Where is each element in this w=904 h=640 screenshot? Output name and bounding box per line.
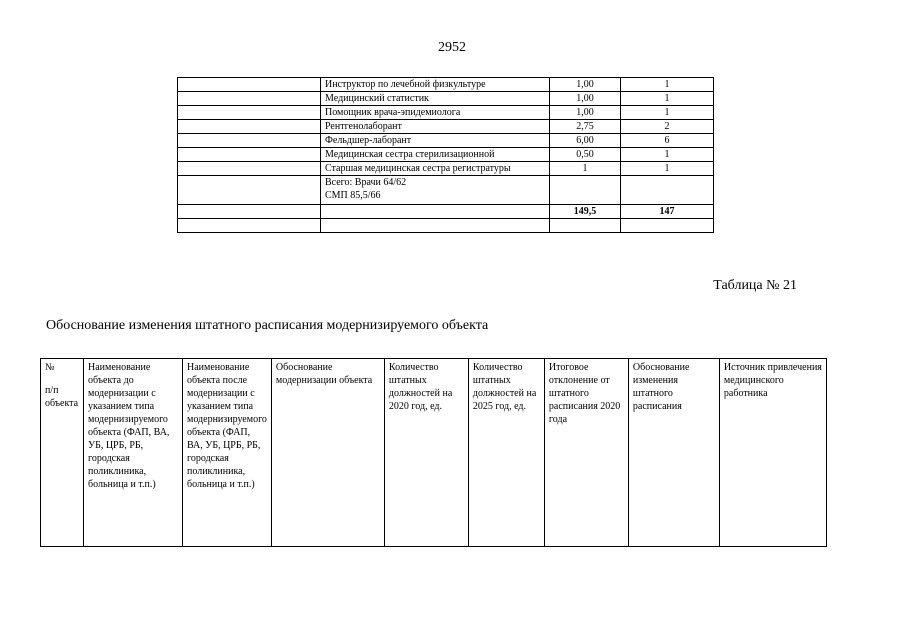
empty-cell [178,106,321,120]
table-row [178,92,714,106]
header-number-symbol: № [45,362,55,373]
table-row [178,162,714,176]
header-cell-number [41,359,84,547]
total-doctors: Всего: Врачи 64/62 [325,177,407,188]
empty-row [178,219,714,233]
position-name: Помощник врача-эпидемиолога [321,106,550,120]
header-row [41,359,827,547]
empty-cell [178,78,321,92]
empty-cell [321,205,550,219]
staff-count: 1 [621,148,714,162]
header-cell-staff-2025: Количество штатных должностей на 2025 год, ед. [468,359,544,547]
header-cell-source: Источник привлечения медицинского работника [719,359,826,547]
header-cell-deviation: Итоговое отклонение от штатного расписания 2020 года [544,359,628,547]
staff-count: 1 [621,162,714,176]
sum-rate: 149,5 [550,205,621,219]
staff-rate: 1,00 [550,78,621,92]
table-row [178,120,714,134]
staff-rate: 1 [550,162,621,176]
empty-cell [550,219,621,233]
header-cell-after: Наименование объекта после модернизации с указанием типа модернизируемого объекта (ФАП, ВА, УБ, ЦРБ, РБ, городская поликлиника, больница и т.п.) [183,359,272,547]
section-title: Обоснование изменения штатного расписания модернизируемого объекта [46,318,489,333]
staff-rate: 1,00 [550,92,621,106]
empty-cell [178,205,321,219]
table-row [178,78,714,92]
empty-cell [178,92,321,106]
header-cell-justification: Обоснование модернизации объекта [271,359,384,547]
empty-cell [321,219,550,233]
table-caption: Таблица № 21 [713,278,797,293]
table-row [178,148,714,162]
position-name: Медицинский статистик [321,92,550,106]
sum-count: 147 [621,205,714,219]
total-label [321,176,550,205]
staff-count: 1 [621,106,714,120]
header-number-label: п/п объекта [45,385,79,409]
staff-rate: 2,75 [550,120,621,134]
empty-cell [178,176,321,205]
staff-table [177,77,714,233]
sum-row [178,205,714,219]
justification-table [40,358,827,547]
position-name: Инструктор по лечебной физкультуре [321,78,550,92]
total-row [178,176,714,205]
header-cell-staff-2020: Количество штатных должностей на 2020 год, ед. [384,359,468,547]
empty-cell [178,162,321,176]
empty-cell [550,176,621,205]
position-name: Фельдшер-лаборант [321,134,550,148]
staff-count: 1 [621,92,714,106]
staff-count: 1 [621,78,714,92]
position-name: Медицинская сестра стерилизационной [321,148,550,162]
table-row [178,134,714,148]
position-name: Рентгенолаборант [321,120,550,134]
staff-table-body [178,78,714,233]
empty-cell [178,148,321,162]
header-cell-before: Наименование объекта до модернизации с указанием типа модернизируемого объекта (ФАП, ВА, УБ, ЦРБ, РБ, городская поликлиника, больница и т.п.) [84,359,183,547]
staff-rate: 1,00 [550,106,621,120]
staff-rate: 0,50 [550,148,621,162]
staff-rate: 6,00 [550,134,621,148]
table-row [178,106,714,120]
position-name: Старшая медицинская сестра регистратуры [321,162,550,176]
empty-cell [621,219,714,233]
empty-cell [178,134,321,148]
empty-cell [178,219,321,233]
staff-count: 6 [621,134,714,148]
header-cell-change-reason: Обоснование изменения штатного расписания [628,359,719,547]
empty-cell [621,176,714,205]
staff-count: 2 [621,120,714,134]
empty-cell [178,120,321,134]
page-number: 2952 [438,40,466,55]
total-nurses: СМП 85,5/66 [325,190,381,201]
